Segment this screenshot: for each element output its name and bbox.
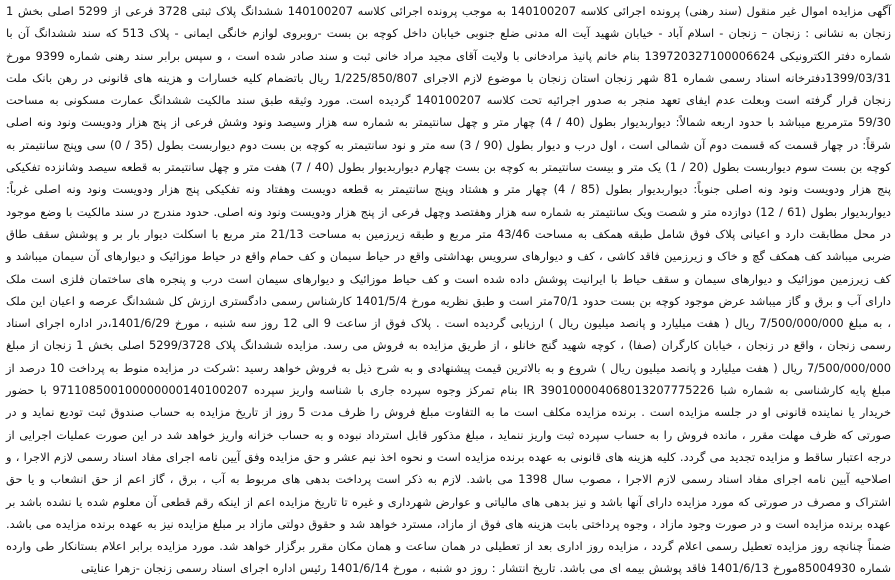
auction-notice-text: آگهی مزایده اموال غیر منقول (سند رهنی) پرونده اجرائی کلاسه 140100207 به موجب پرونده اجرائی کلاسه 140100207 ششدانگ پلاک ثبتی 3728 فرعی از 5299 اصلی بخش 1 زنجان به نشانی : زنجان – زنجان - اسلام آباد - خیابان شهید آیت اله مدنی ضلع جنوبی خیابان داخل کوچه بن بست -روبروی لوازم خانگی ایمانی - پلاک 513 که سند ششدانگ آن با شماره دفتر الکترونیکی 139720327100006624 بنام خانم پانیذ مرادخانی با ولایت آقای مجید مراد خانی ثبت و سند صادر شده است ، و سپس برابر سند رهنی شماره 9399 مورخ 1399/03/31دفترخانه اسناد رسمی شماره 81 شهر زنجان استان زنجان با موضوع لازم الاجرای 1/225/850/807 ریال باتضمام کلیه خسارات و هزینه های قانونی در رهن بانک ملت زنجان قرار گرفته است وبعلت عدم ایفای تعهد منجر به صدور اجرائیه تحت کلاسه 140100207 گردیده است. مورد وثیقه طبق سند مالکیت ششدانگ عمارت مسکونی به مساحت 59/30 مترمربع میباشد با حدود اربعه شمالاً: دیواربدیوار بطول (40 / 4) چهار متر و چهل سانتیمتر به شماره سه هزار وسیصد ونود وشش فرعی از پنج هزار ودویست ونود ونه اصلی شرقاً: در چهار قسمت که قسمت دوم آن شمالی است ، اول درب و دیوار بطول (90 / 3) سه متر و نود سانتیمتر به کوچه بن بست دوم دیواربست بطول (35 / 0) سی وپنج سانتیمتر به کوچه بن بست سوم دیواربست بطول (20 / 1) یک متر و بیست سانتیمتر به کوچه بن بست چهارم دیواربدیوار بطول (40 / 7) هفت متر و چهل سانتیمتر به قطعه سیصد وشانزده تفکیکی پنج هزار ودویست ونود ونه اصلی جنوباً: دیواربدیوار بطول (85 / 4) چهار متر و هشتاد وپنج سانتیمتر به قطعه دویست وهفتاد ونه تفکیکی پنج هزار ودویست ونود ونه اصلی غرباً: دیواربدیوار بطول (61 / 12) دوازده متر و شصت ویک سانتیمتر به شماره سه هزار وهفتصد وچهل فرعی از پنج هزار ودویست ونود ونه اصلی. حدود مندرج در سند مالکیت با وضع موجود در محل مطابقت دارد و اعیانی پلاک فوق شامل طبقه همکف به مساحت 43/46 متر مربع و طبقه زیرزمین به مساحت 21/13 متر مربع با اسکلت دیوار بار بر و پوشش سقف طاق ضربی میباشد کف همکف گچ و خاک و زیرزمین فاقد کاشی ، کف و دیوارهای سرویس بهداشتی واقع در حیاط سیمان و کف حمام واقع در حیاط موزائیک و دیوارهای آن سیمان میباشد و کف زیرزمین موزائیک و دیوارهای سیمان و سقف حیاط با ایرانیت پوشش داده شده است و کف حیاط موزائیک و دیوارهای سیمان است درب و پنجره های ساختمان فلزی است ملک دارای آب و برق و گاز میباشد عرض موجود کوچه بن بست حدود 70/1متر است و طبق نظریه مورخ 1401/5/4 کارشناس رسمی دادگستری ارزش کل ششدانگ عرصه و اعیان این ملک ، به مبلغ 7/500/000/000 ریال ( هفت میلیارد و پانصد میلیون ریال ) ارزیابی گردیده است . پلاک فوق از ساعت 9 الی 12 روز سه شنبه ، مورخ 1401/6/29،در اداره اجرای اسناد رسمی زنجان ، واقع در زنجان ، خیابان کارگران (صفا) ، کوچه شهید گنج خانلو ، از طریق مزایده به فروش می رسد. مزایده ششدانگ پلاک 5299/3728 اصلی بخش 1 زنجان از مبلغ 7/500/000/000 ریال ( هفت میلیارد و پانصد میلیون ریال ) شروع و به بالاترین قیمت پیشنهادی و به شرح ذیل به فروش خواهد رسید :شرکت در مزایده منوط به پرداخت 10 درصد از مبلغ پایه کارشناسی به شماره شبا IR 390100004068013207775226 بنام تمرکز وجوه سپرده جاری با شناسه واریز سپرده 971108500100000000140100207 با حضور خریدار یا نماینده قانونی او در جلسه مزایده است . برنده مزایده مکلف است ما به التفاوت مبلغ فروش را ظرف مدت 5 روز از تاریخ مزایده به حساب صندوق ثبت تودیع نماید و در صورتی که ظرف مهلت مقرر ، مانده فروش را به حساب سپرده ثبت واریز ننماید ، مبلغ مذکور قابل استرداد نبوده و به حساب خزانه واریز خواهد شد در این صورت عملیات اجرایی از درجه اعتبار ساقط و مزایده تجدید می گردد. کلیه هزینه های قانونی به عهده برنده مزایده است و نحوه اخذ نیم عشر و حق مزایده وفق آیین نامه اجرای مفاد اسناد رسمی لازم الاجرا ، و اصلاحیه آیین نامه اجرای مفاد اسناد رسمی لازم الاجرا ، مصوب سال 1398 می باشد. لازم به ذکر است پرداخت بدهی های مربوط به آب ، برق ، گاز اعم از حق انشعاب و یا حق اشتراک و مصرف در صورتی که مورد مزایده دارای آنها باشد و نیز بدهی های مالیاتی و عوارض شهرداری و غیره تا تاریخ مزایده اعم از اینکه رقم قطعی آن معلوم شده یا نشده باشد بر عهده برنده مزایده است و در صورت وجود مازاد ، وجوه پرداختی بابت هزینه های فوق از مازاد، مسترد خواهد شد و حقوق دولتی مازاد بر مبلغ مزایده نیز به عهده برنده مزایده می باشد. ضمناً چنانچه روز مزایده تعطیل رسمی اعلام گردد ، مزایده روز اداری بعد از تعطیلی در همان ساعت و همان مکان مقرر برگزار خواهد شد. مورد مزایده برابر اعلام بستانکار طی وارده شماره 85004930مورخ 1401/6/13 فاقد پوشش بیمه ای می باشد. تاریخ انتشار : روز دو شنبه ، مورخ 1401/6/14 رئیس اداره اجرای اسناد رسمی زنجان -زهرا عنایتی [6, 4, 892, 576]
